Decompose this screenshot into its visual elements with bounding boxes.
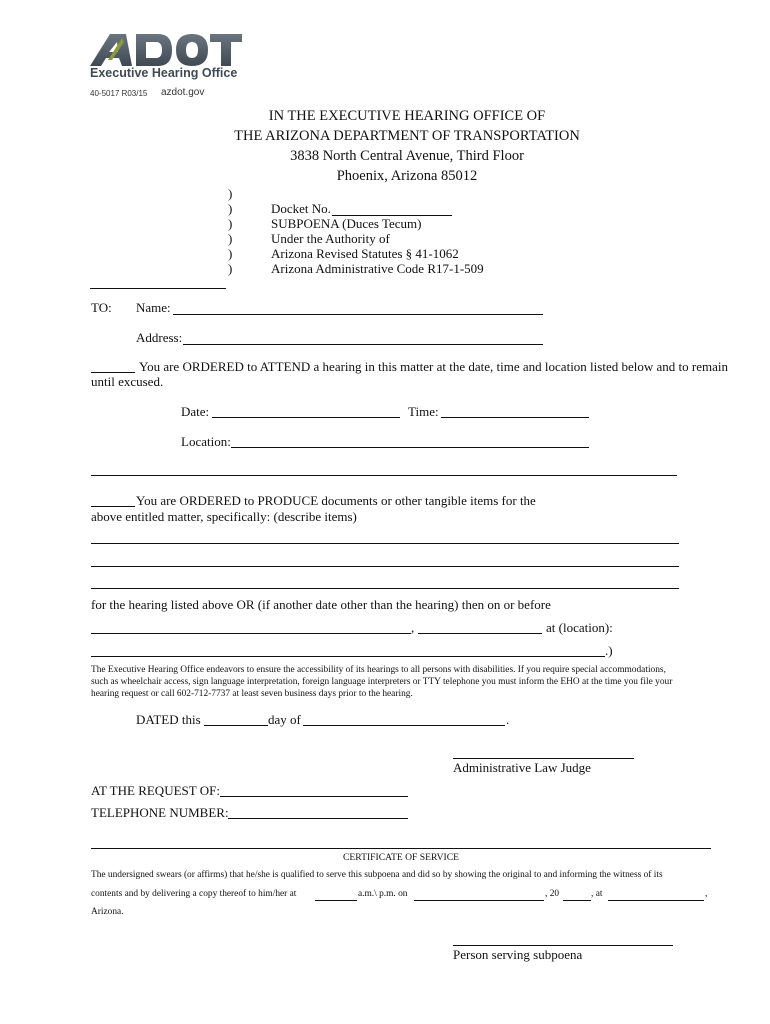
title-line-1: IN THE EXECUTIVE HEARING OFFICE OF bbox=[268, 108, 546, 124]
produce-text: You are ORDERED to PRODUCE documents or other tangible items for the bbox=[136, 493, 536, 508]
certificate-line-2-a: contents and by delivering a copy thereof to him/her at bbox=[91, 889, 297, 899]
produce-comma: , bbox=[411, 620, 415, 635]
request-field[interactable] bbox=[220, 796, 408, 797]
title-line-2: THE ARIZONA DEPARTMENT OF TRANSPORTATION bbox=[234, 128, 580, 144]
attend-checkbox-field[interactable] bbox=[91, 372, 135, 373]
certificate-line-2-c: , 20 bbox=[545, 889, 560, 899]
attend-text: You are ORDERED to ATTEND a hearing in this matter at the date, time and location listed below and to remain bbox=[139, 359, 728, 374]
server-signature-field[interactable] bbox=[453, 945, 673, 946]
time-field[interactable] bbox=[441, 417, 589, 418]
produce-close: .) bbox=[605, 643, 613, 658]
certificate-line-2-b: a.m.\ p.m. on bbox=[358, 889, 408, 899]
caption-paren: ) bbox=[228, 231, 233, 246]
title-block bbox=[200, 106, 614, 186]
location-field-2[interactable] bbox=[91, 475, 677, 476]
title-line-4: Phoenix, Arizona 85012 bbox=[336, 168, 478, 184]
admin-code-text: Arizona Administrative Code R17-1-509 bbox=[271, 261, 484, 276]
location-label: Location: bbox=[181, 434, 231, 449]
docket-label: Docket No. bbox=[271, 201, 331, 216]
at-location-label: at (location): bbox=[546, 620, 613, 635]
address-field[interactable] bbox=[183, 344, 543, 345]
dated-day-field[interactable] bbox=[204, 725, 268, 726]
form-id: 40-5017 R03/15 bbox=[90, 89, 148, 98]
name-label: Name: bbox=[136, 300, 171, 315]
adot-logo-mark bbox=[88, 30, 244, 68]
phone-field[interactable] bbox=[228, 818, 408, 819]
produce-checkbox-field[interactable] bbox=[91, 506, 135, 507]
location-field[interactable] bbox=[231, 447, 589, 448]
attend-text-2: until excused. bbox=[91, 374, 164, 389]
subpoena-type: SUBPOENA (Duces Tecum) bbox=[271, 216, 422, 231]
certificate-divider bbox=[91, 848, 711, 849]
caption-paren: ) bbox=[228, 216, 233, 231]
address-label: Address: bbox=[136, 330, 183, 345]
produce-location-field[interactable] bbox=[91, 656, 605, 657]
day-of-label: day of bbox=[268, 712, 301, 727]
service-time-field[interactable] bbox=[315, 900, 357, 901]
judge-label: Administrative Law Judge bbox=[453, 760, 591, 775]
date-label: Date: bbox=[181, 404, 210, 419]
server-label: Person serving subpoena bbox=[453, 947, 583, 962]
statute-text: Arizona Revised Statutes § 41-1062 bbox=[271, 246, 459, 261]
accessibility-notice bbox=[91, 664, 672, 700]
produce-date-field[interactable] bbox=[91, 633, 411, 634]
certificate-line-1: The undersigned swears (or affirms) that he/she is qualified to serve this subpoena and did so by showing the original to and informing the witness of its bbox=[91, 870, 663, 880]
caption-paren: ) bbox=[228, 186, 233, 201]
caption-paren: ) bbox=[228, 246, 233, 261]
certificate-line-3: Arizona. bbox=[91, 907, 124, 917]
caption-paren: ) bbox=[228, 201, 233, 216]
certificate-line-2-e: , bbox=[705, 889, 708, 899]
produce-after-text: for the hearing listed above OR (if another date other than the hearing) then on or before bbox=[91, 597, 551, 612]
accessibility-line-2: such as wheelchair access, sign language interpretation, foreign language interpreters or TTY telephone you must inform the EHO at the time you file your bbox=[91, 677, 673, 687]
caption-party-field[interactable] bbox=[90, 288, 226, 289]
dated-period: . bbox=[506, 712, 510, 727]
dated-month-field[interactable] bbox=[303, 725, 505, 726]
title-line-3: 3838 North Central Avenue, Third Floor bbox=[290, 148, 524, 164]
service-date-field[interactable] bbox=[414, 900, 544, 901]
website: azdot.gov bbox=[161, 87, 205, 98]
items-field-2[interactable] bbox=[91, 566, 679, 567]
phone-label: TELEPHONE NUMBER: bbox=[91, 805, 229, 820]
service-year-field[interactable] bbox=[563, 900, 591, 901]
certificate-line-2-d: , at bbox=[591, 889, 603, 899]
date-field[interactable] bbox=[212, 417, 400, 418]
to-label: TO: bbox=[91, 300, 112, 315]
items-field-1[interactable] bbox=[91, 543, 679, 544]
produce-text-2: above entitled matter, specifically: (describe items) bbox=[91, 509, 357, 524]
adot-logo bbox=[88, 30, 244, 68]
name-field[interactable] bbox=[173, 314, 543, 315]
service-place-field[interactable] bbox=[608, 900, 704, 901]
request-label: AT THE REQUEST OF: bbox=[91, 783, 220, 798]
dated-label: DATED this bbox=[136, 712, 201, 727]
accessibility-line-1: The Executive Hearing Office endeavors to ensure the accessibility of its hearings to all persons with disabilities. If you require special accommodations, bbox=[91, 665, 666, 675]
judge-signature-field[interactable] bbox=[453, 758, 634, 759]
accessibility-line-3: hearing request or call 602-712-7737 at least seven business days prior to the hearing. bbox=[91, 689, 413, 699]
produce-time-field[interactable] bbox=[418, 633, 542, 634]
authority-text: Under the Authority of bbox=[271, 231, 390, 246]
office-name: Executive Hearing Office bbox=[90, 66, 238, 80]
caption-paren: ) bbox=[228, 261, 233, 276]
time-label: Time: bbox=[408, 404, 439, 419]
items-field-3[interactable] bbox=[91, 588, 679, 589]
certificate-title: CERTIFICATE OF SERVICE bbox=[343, 852, 459, 863]
